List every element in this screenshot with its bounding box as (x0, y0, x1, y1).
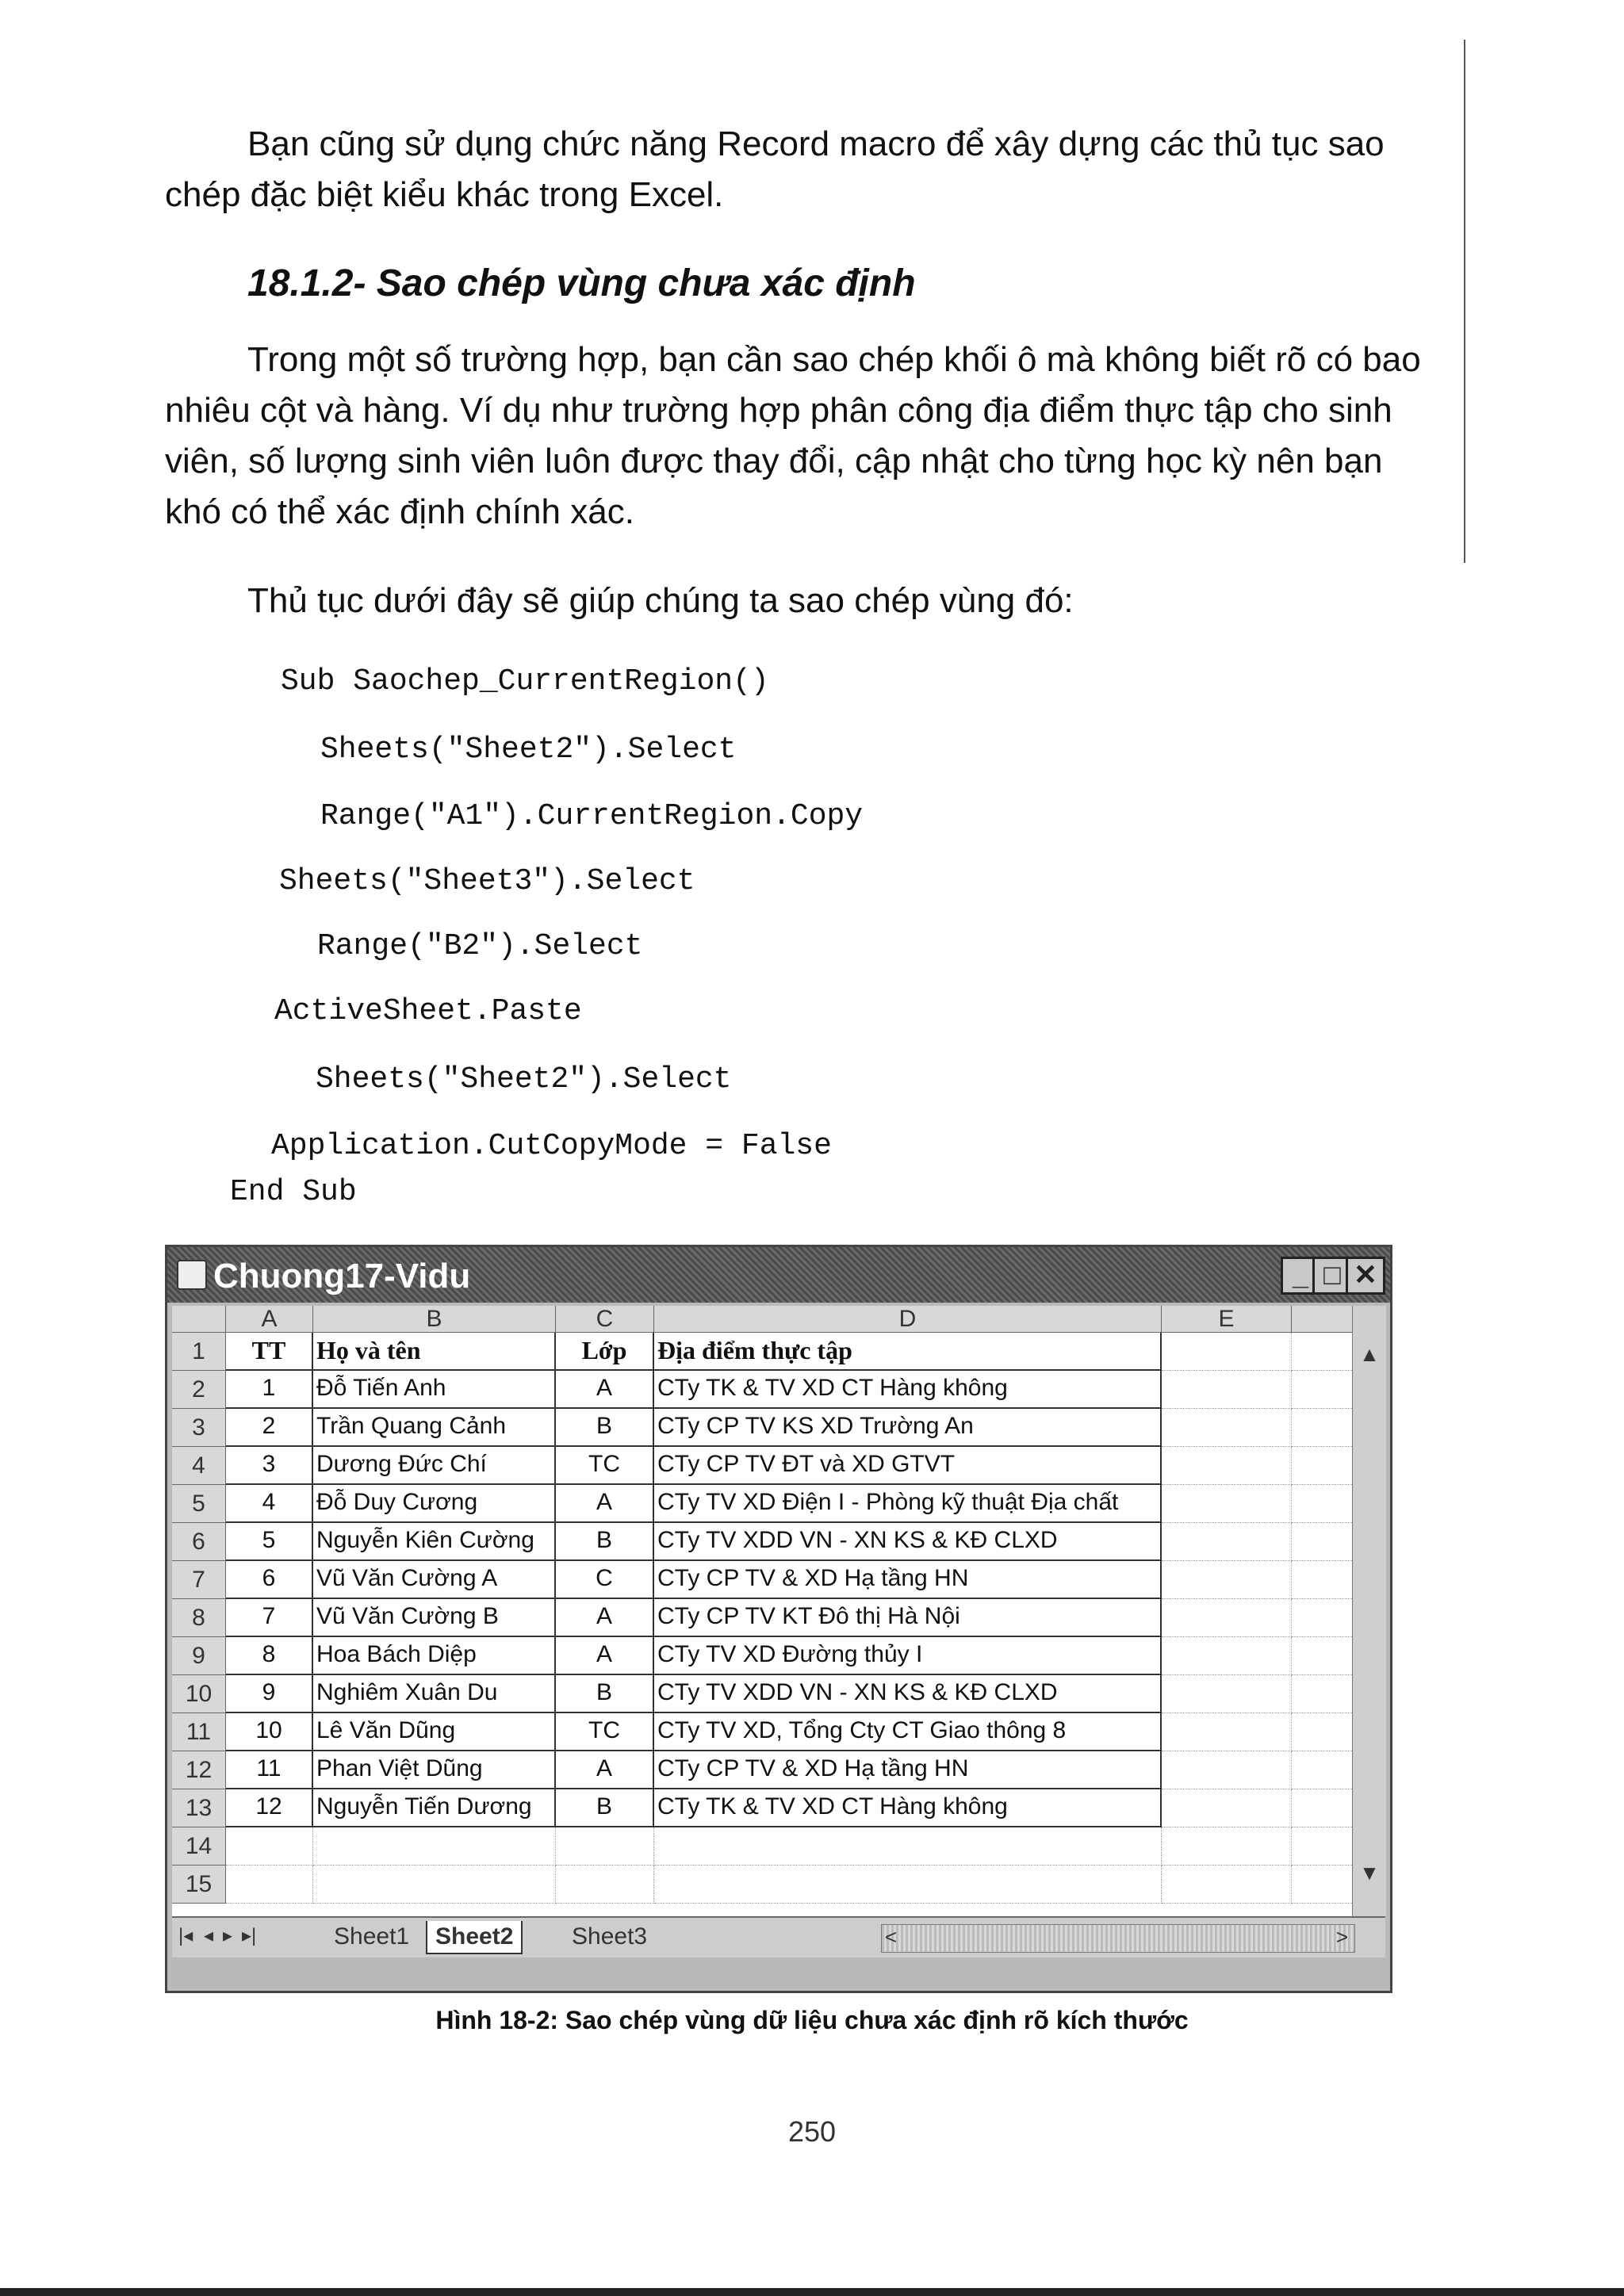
empty-cell[interactable] (313, 1827, 556, 1866)
minimize-button[interactable]: _ (1281, 1257, 1320, 1295)
empty-cell[interactable] (1292, 1599, 1355, 1637)
empty-cell[interactable] (1162, 1789, 1292, 1827)
code-line: Sheets("Sheet3").Select (279, 864, 695, 898)
code-line: Sub Saochep_CurrentRegion() (281, 664, 769, 698)
table-cell[interactable]: CTy TV XD Điện I - Phòng kỹ thuật Địa chất (654, 1485, 1162, 1523)
prev-sheet-icon[interactable]: ◂ (204, 1925, 214, 1946)
empty-cell[interactable] (1162, 1599, 1292, 1637)
empty-cell[interactable] (1292, 1485, 1355, 1523)
table-cell[interactable]: Đỗ Duy Cương (313, 1485, 556, 1523)
table-cell[interactable]: 5 (226, 1523, 313, 1561)
close-button[interactable]: ✕ (1346, 1257, 1385, 1295)
empty-cell[interactable] (556, 1866, 654, 1904)
table-cell[interactable]: 3 (226, 1447, 313, 1485)
code-line: Application.CutCopyMode = False (271, 1129, 832, 1163)
section-heading: 18.1.2- Sao chép vùng chưa xác định (247, 262, 916, 304)
table-cell[interactable]: 2 (226, 1409, 313, 1447)
empty-cell[interactable] (1292, 1866, 1355, 1904)
empty-cell[interactable] (1292, 1675, 1355, 1713)
scan-edge (1464, 40, 1465, 563)
maximize-button[interactable]: □ (1312, 1257, 1352, 1295)
row-header[interactable]: 7 (172, 1561, 226, 1599)
horizontal-scrollbar[interactable] (881, 1924, 1355, 1953)
table-cell[interactable]: CTy CP TV & XD Hạ tầng HN (654, 1561, 1162, 1599)
code-line: Sheets("Sheet2").Select (316, 1062, 732, 1096)
empty-cell[interactable] (1292, 1523, 1355, 1561)
table-cell[interactable]: CTy CP TV & XD Hạ tầng HN (654, 1751, 1162, 1789)
column-header-e[interactable]: E (1162, 1306, 1292, 1333)
table-cell[interactable]: 7 (226, 1599, 313, 1637)
table-cell[interactable]: Đỗ Tiến Anh (313, 1371, 556, 1409)
row-header[interactable]: 10 (172, 1675, 226, 1713)
table-cell[interactable]: Hoa Bách Diệp (313, 1637, 556, 1675)
empty-cell[interactable] (1162, 1371, 1292, 1409)
row-header[interactable]: 3 (172, 1409, 226, 1447)
excel-window (165, 1245, 1392, 1993)
table-cell[interactable]: Vũ Văn Cường B (313, 1599, 556, 1637)
empty-cell[interactable] (1162, 1675, 1292, 1713)
spreadsheet-grid[interactable] (172, 1306, 1385, 1916)
scroll-up-icon[interactable]: ▲ (1359, 1342, 1380, 1366)
table-cell[interactable]: 4 (226, 1485, 313, 1523)
row-header[interactable]: 6 (172, 1523, 226, 1561)
table-cell[interactable]: Nguyễn Tiến Dương (313, 1789, 556, 1827)
scroll-left-icon[interactable]: < (885, 1925, 898, 1949)
table-header-cell[interactable]: Họ và tên (313, 1333, 556, 1371)
column-header-c[interactable]: C (556, 1306, 654, 1333)
row-header[interactable]: 15 (172, 1866, 226, 1904)
window-titlebar[interactable] (167, 1247, 1390, 1303)
table-cell[interactable]: CTy CP TV KS XD Trường An (654, 1409, 1162, 1447)
row-header[interactable]: 8 (172, 1599, 226, 1637)
table-cell[interactable]: A (556, 1751, 654, 1789)
empty-cell[interactable] (1292, 1827, 1355, 1866)
column-header-extra (1292, 1306, 1355, 1333)
empty-cell[interactable] (1162, 1447, 1292, 1485)
row-header[interactable]: 13 (172, 1789, 226, 1827)
table-cell[interactable]: 8 (226, 1637, 313, 1675)
empty-cell[interactable] (226, 1827, 313, 1866)
empty-cell[interactable] (654, 1866, 1162, 1904)
table-cell[interactable]: CTy TK & TV XD CT Hàng không (654, 1789, 1162, 1827)
table-cell[interactable]: Vũ Văn Cường A (313, 1561, 556, 1599)
table-cell[interactable]: Nghiêm Xuân Du (313, 1675, 556, 1713)
table-cell[interactable]: Dương Đức Chí (313, 1447, 556, 1485)
table-cell[interactable]: A (556, 1371, 654, 1409)
row-header[interactable]: 12 (172, 1751, 226, 1789)
table-cell[interactable]: B (556, 1409, 654, 1447)
paragraph: Trong một số trường hợp, bạn cần sao chép khối ô mà không biết rõ có bao nhiêu cột và hàng. Ví dụ như trường hợp phân công địa điểm thực tập cho sinh viên, số lượng sinh viên luôn được thay đổi, cập nhật cho từng học kỳ nên bạn khó có thể xác định chính xác. (165, 340, 1421, 531)
empty-cell[interactable] (1162, 1751, 1292, 1789)
empty-cell[interactable] (1292, 1713, 1355, 1751)
empty-cell[interactable] (313, 1866, 556, 1904)
figure-caption: Hình 18-2: Sao chép vùng dữ liệu chưa xác định rõ kích thước (435, 2006, 1189, 2034)
code-line: Range("A1").CurrentRegion.Copy (320, 799, 864, 833)
last-sheet-icon[interactable]: ▸| (242, 1925, 257, 1946)
scan-edge (0, 2288, 1624, 2296)
table-cell[interactable]: Phan Việt Dũng (313, 1751, 556, 1789)
scroll-down-icon[interactable]: ▼ (1359, 1861, 1380, 1885)
empty-cell[interactable] (1292, 1447, 1355, 1485)
empty-cell[interactable] (1292, 1561, 1355, 1599)
select-all-corner[interactable] (172, 1306, 226, 1333)
empty-cell[interactable] (1162, 1333, 1292, 1371)
scroll-right-icon[interactable]: > (1335, 1925, 1348, 1949)
tab-sheet3[interactable]: Sheet3 (572, 1923, 648, 1950)
workbook-icon (177, 1260, 207, 1290)
row-header[interactable]: 9 (172, 1637, 226, 1675)
empty-cell[interactable] (1162, 1866, 1292, 1904)
first-sheet-icon[interactable]: |◂ (178, 1925, 193, 1946)
empty-cell[interactable] (1162, 1561, 1292, 1599)
row-header[interactable]: 4 (172, 1447, 226, 1485)
empty-cell[interactable] (1162, 1485, 1292, 1523)
empty-cell[interactable] (1162, 1827, 1292, 1866)
row-header[interactable]: 5 (172, 1485, 226, 1523)
table-cell[interactable]: A (556, 1485, 654, 1523)
paragraph: Thủ tục dưới đây sẽ giúp chúng ta sao chép vùng đó: (247, 581, 1074, 620)
table-cell[interactable]: B (556, 1523, 654, 1561)
table-cell[interactable]: CTy TK & TV XD CT Hàng không (654, 1371, 1162, 1409)
table-cell[interactable]: 10 (226, 1713, 313, 1751)
empty-cell[interactable] (1292, 1789, 1355, 1827)
row-header[interactable]: 2 (172, 1371, 226, 1409)
table-cell[interactable]: Nguyễn Kiên Cường (313, 1523, 556, 1561)
paragraph: Bạn cũng sử dụng chức năng Record macro để xây dựng các thủ tục sao chép đặc biệt kiểu khác trong Excel. (165, 124, 1385, 214)
empty-cell[interactable] (1162, 1637, 1292, 1675)
table-cell[interactable]: Lê Văn Dũng (313, 1713, 556, 1751)
table-cell[interactable]: 11 (226, 1751, 313, 1789)
table-cell[interactable]: Trần Quang Cảnh (313, 1409, 556, 1447)
empty-cell[interactable] (1162, 1713, 1292, 1751)
tab-sheet2[interactable]: Sheet2 (426, 1921, 523, 1954)
row-header[interactable]: 11 (172, 1713, 226, 1751)
next-sheet-icon[interactable]: ▸ (223, 1925, 233, 1946)
window-title: Chuong17-Vidu (213, 1257, 471, 1295)
empty-cell[interactable] (1162, 1409, 1292, 1447)
table-cell[interactable]: 12 (226, 1789, 313, 1827)
table-cell[interactable]: A (556, 1637, 654, 1675)
tab-sheet1[interactable]: Sheet1 (334, 1923, 410, 1950)
row-header[interactable]: 1 (172, 1333, 226, 1371)
table-header-cell[interactable]: TT (226, 1333, 313, 1371)
table-cell[interactable]: CTy TV XDD VN - XN KS & KĐ CLXD (654, 1523, 1162, 1561)
table-cell[interactable]: CTy TV XDD VN - XN KS & KĐ CLXD (654, 1675, 1162, 1713)
empty-cell[interactable] (1292, 1409, 1355, 1447)
code-line: Range("B2").Select (317, 929, 643, 963)
code-line: ActiveSheet.Paste (274, 994, 582, 1028)
empty-cell[interactable] (226, 1866, 313, 1904)
code-line: End Sub (230, 1175, 357, 1209)
table-cell[interactable]: 6 (226, 1561, 313, 1599)
page-number: 250 (787, 2115, 837, 2148)
table-cell[interactable]: CTy CP TV ĐT và XD GTVT (654, 1447, 1162, 1485)
table-cell[interactable]: B (556, 1675, 654, 1713)
code-line: Sheets("Sheet2").Select (320, 733, 737, 767)
table-cell[interactable]: CTy TV XD, Tổng Cty CT Giao thông 8 (654, 1713, 1162, 1751)
table-cell[interactable]: CTy TV XD Đường thủy I (654, 1637, 1162, 1675)
table-cell[interactable]: TC (556, 1713, 654, 1751)
empty-cell[interactable] (1292, 1371, 1355, 1409)
empty-cell[interactable] (1292, 1751, 1355, 1789)
column-header-d[interactable]: D (654, 1306, 1162, 1333)
empty-cell[interactable] (654, 1827, 1162, 1866)
table-cell[interactable]: C (556, 1561, 654, 1599)
row-header[interactable]: 14 (172, 1827, 226, 1866)
table-header-cell[interactable]: Lớp (556, 1333, 654, 1371)
table-cell[interactable]: A (556, 1599, 654, 1637)
table-header-cell[interactable]: Địa điểm thực tập (654, 1333, 1162, 1371)
empty-cell[interactable] (1162, 1523, 1292, 1561)
table-cell[interactable]: CTy CP TV KT Đô thị Hà Nội (654, 1599, 1162, 1637)
table-cell[interactable]: B (556, 1789, 654, 1827)
table-cell[interactable]: 1 (226, 1371, 313, 1409)
sheet-tab-bar (172, 1916, 1385, 1957)
empty-cell[interactable] (1292, 1333, 1355, 1371)
table-cell[interactable]: 9 (226, 1675, 313, 1713)
column-header-b[interactable]: B (313, 1306, 556, 1333)
column-header-a[interactable]: A (226, 1306, 313, 1333)
table-cell[interactable]: TC (556, 1447, 654, 1485)
empty-cell[interactable] (1292, 1637, 1355, 1675)
empty-cell[interactable] (556, 1827, 654, 1866)
vertical-scrollbar[interactable] (1352, 1306, 1386, 1916)
